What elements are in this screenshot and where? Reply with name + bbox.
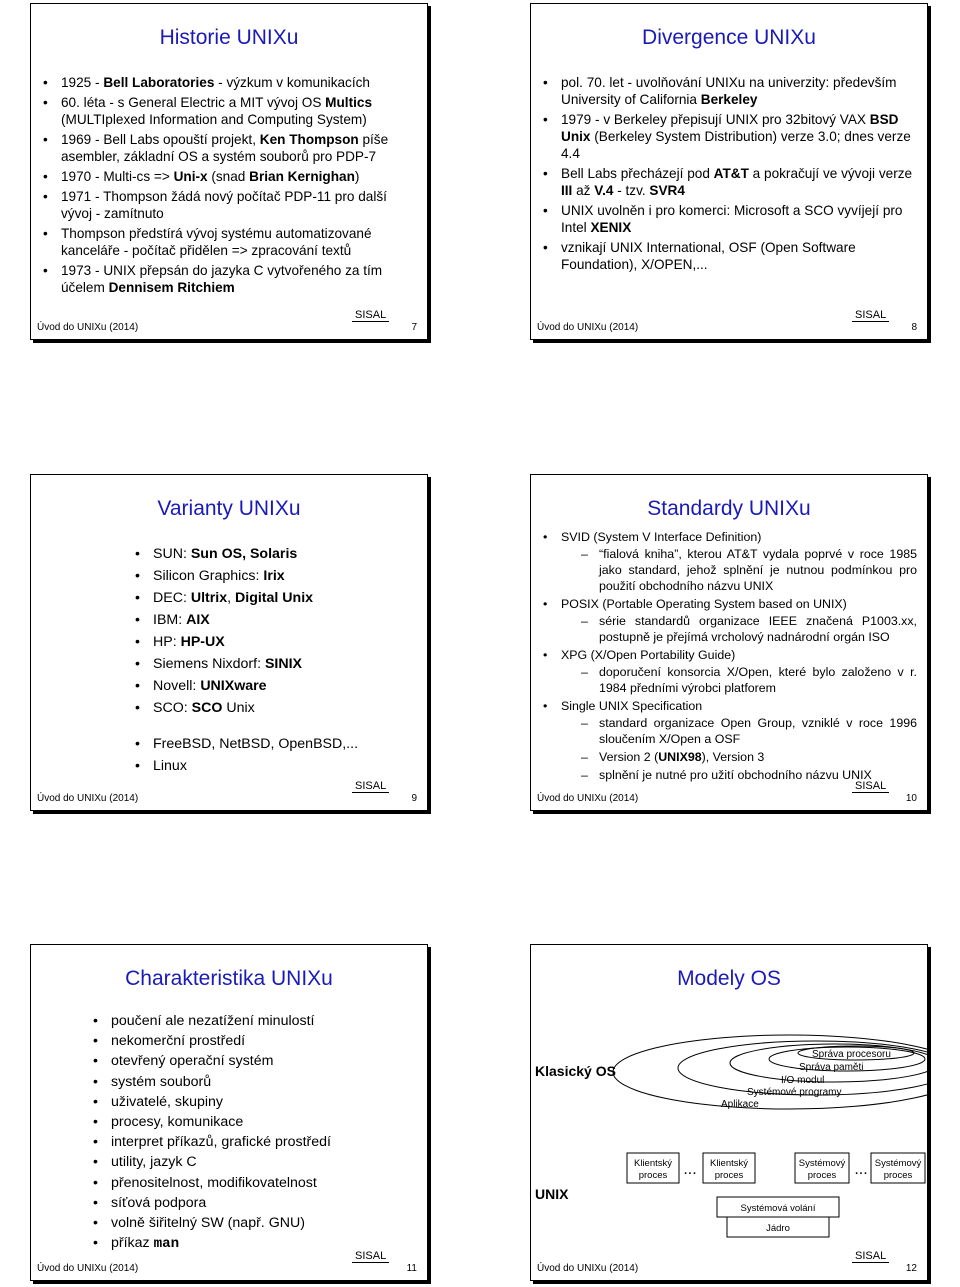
list-item: • SCO: SCO Unix bbox=[131, 697, 417, 719]
list-item: • UNIX uvolněn i pro komerci: Microsoft a SCO vyvíjejí pro Intel XENIX bbox=[539, 202, 917, 236]
list-item: • procesy, komunikace bbox=[89, 1112, 417, 1132]
page-number: 12 bbox=[905, 1263, 917, 1274]
sub-list bbox=[561, 664, 917, 696]
list-item: • Novell: UNIXware bbox=[131, 675, 417, 697]
process-label: proces bbox=[807, 1170, 837, 1181]
process-label: proces bbox=[883, 1170, 913, 1181]
footer-sisal: SISAL bbox=[355, 780, 387, 792]
sub-item: – doporučení konsorcia X/Open, které bylo založeno v r. 1984 předními výrobci platforem bbox=[561, 664, 917, 696]
process-label: Systémový bbox=[874, 1158, 922, 1169]
list-item: • 1969 - Bell Labs opouští projekt, Ken Thompson píše asembler, základní OS a systém souborů pro PDP-7 bbox=[39, 131, 417, 165]
footer-sisal: SISAL bbox=[355, 309, 387, 321]
list-item: • POSIX (Portable Operating System based on UNIX) – série standardů organizace IEEE značená P1003.xx, postupně je přejímá vrcholový nadnárodní orgán ISO bbox=[539, 596, 917, 645]
classic-os-label: Klasický OS bbox=[535, 1063, 616, 1079]
slide-7 bbox=[30, 3, 428, 340]
list-item: • nekomerční prostředí bbox=[89, 1031, 417, 1051]
slide-10 bbox=[530, 474, 928, 811]
footer-course: Úvod do UNIXu (2014) bbox=[537, 322, 639, 333]
page-number: 10 bbox=[905, 793, 917, 804]
slide-12 bbox=[530, 944, 928, 1281]
slide-title: Charakteristika UNIXu bbox=[125, 967, 333, 990]
list-item: • 1925 - Bell Laboratories - výzkum v komunikacích bbox=[39, 74, 417, 91]
unix-label: UNIX bbox=[535, 1186, 569, 1202]
list-item: • systém souborů bbox=[89, 1072, 417, 1092]
page-number: 9 bbox=[411, 793, 417, 804]
slide-footer bbox=[537, 1248, 917, 1274]
footer-course: Úvod do UNIXu (2014) bbox=[37, 1263, 139, 1274]
layer-label: I/O modul bbox=[781, 1075, 825, 1086]
bullet-list bbox=[89, 1011, 417, 1254]
list-item: • Bell Labs přecházejí pod AT&T a pokračují ve vývoji verze III až V.4 - tzv. SVR4 bbox=[539, 165, 917, 199]
list-item: • Silicon Graphics: Irix bbox=[131, 565, 417, 587]
process-label: Klientský bbox=[633, 1158, 673, 1169]
kernel-label: Jádro bbox=[766, 1223, 790, 1234]
slide-9 bbox=[30, 474, 428, 811]
slide-title: Modely OS bbox=[677, 967, 781, 990]
list-item: • přenositelnost, modifikovatelnost bbox=[89, 1173, 417, 1193]
bullet-list bbox=[131, 543, 417, 777]
list-item: • 1971 - Thompson žádá nový počítač PDP-11 pro další vývoj - zamítnuto bbox=[39, 188, 417, 222]
bullet-list bbox=[39, 74, 417, 296]
layer-label: Systémové programy bbox=[747, 1087, 842, 1098]
list-item: • Siemens Nixdorf: SINIX bbox=[131, 653, 417, 675]
list-item: • otevřený operační systém bbox=[89, 1051, 417, 1071]
slide-footer bbox=[537, 778, 917, 804]
sub-item: – splnění je nutné pro užití obchodního názvu UNIX bbox=[561, 767, 917, 783]
layer-label: Správa procesoru bbox=[812, 1049, 891, 1060]
sub-item: – Version 2 (UNIX98), Version 3 bbox=[561, 749, 917, 765]
list-item: • utility, jazyk C bbox=[89, 1152, 417, 1172]
layer-label: Aplikace bbox=[721, 1099, 759, 1110]
layer-label: Správa paměti bbox=[799, 1062, 864, 1073]
slide-footer bbox=[537, 307, 917, 333]
system-calls-label: Systémová volání bbox=[740, 1203, 816, 1214]
slide-title: Standardy UNIXu bbox=[647, 497, 811, 520]
sub-list bbox=[561, 613, 917, 645]
slide-footer bbox=[37, 778, 417, 804]
sub-item: – “fialová kniha”, kterou AT&T vydala poprvé v roce 1985 jako standard, jehož splnění je nutnou podmínkou pro použití obchodního názvu UNIX bbox=[561, 546, 917, 594]
list-item: • vznikají UNIX International, OSF (Open Software Foundation), X/OPEN,... bbox=[539, 239, 917, 273]
list-item: • příkaz man bbox=[89, 1233, 417, 1254]
process-label: Systémový bbox=[798, 1158, 846, 1169]
list-item: • SUN: Sun OS, Solaris bbox=[131, 543, 417, 565]
bullet-list bbox=[539, 529, 917, 783]
list-item: • interpret příkazů, grafické prostředí bbox=[89, 1132, 417, 1152]
list-item: • 1973 - UNIX přepsán do jazyka C vytvořeného za tím účelem Dennisem Ritchiem bbox=[39, 262, 417, 296]
footer-sisal: SISAL bbox=[855, 309, 887, 321]
list-item: • HP: HP-UX bbox=[131, 631, 417, 653]
process-label: proces bbox=[638, 1170, 668, 1181]
list-item: • DEC: Ultrix, Digital Unix bbox=[131, 587, 417, 609]
ellipsis: ... bbox=[854, 1161, 868, 1178]
sub-item: – série standardů organizace IEEE značená P1003.xx, postupně je přejímá vrcholový nadnárodní orgán ISO bbox=[561, 613, 917, 645]
list-item: • pol. 70. let - uvolňování UNIXu na univerzity: především University of California Berkeley bbox=[539, 74, 917, 108]
sub-list bbox=[561, 715, 917, 783]
os-models-diagram bbox=[531, 945, 929, 1245]
list-item: • síťová podpora bbox=[89, 1193, 417, 1213]
list-item: • 1979 - v Berkeley přepisují UNIX pro 32bitový VAX BSD Unix (Berkeley System Distribution) verze 3.0; dnes verze 4.4 bbox=[539, 111, 917, 162]
process-label: proces bbox=[714, 1170, 744, 1181]
list-item: • 1970 - Multi-cs => Uni-x (snad Brian Kernighan) bbox=[39, 168, 417, 185]
slide-8 bbox=[530, 3, 928, 340]
footer-course: Úvod do UNIXu (2014) bbox=[537, 1263, 639, 1274]
slide-title: Varianty UNIXu bbox=[157, 497, 301, 520]
footer-sisal: SISAL bbox=[855, 780, 887, 792]
list-item: • FreeBSD, NetBSD, OpenBSD,... bbox=[131, 733, 417, 755]
list-item: • XPG (X/Open Portability Guide) – doporučení konsorcia X/Open, které bylo založeno v r. 1984 předními výrobci platforem bbox=[539, 647, 917, 696]
ellipsis: ... bbox=[683, 1161, 697, 1178]
footer-course: Úvod do UNIXu (2014) bbox=[37, 322, 139, 333]
list-item: • poučení ale nezatížení minulostí bbox=[89, 1011, 417, 1031]
slide-footer bbox=[37, 1248, 417, 1274]
slide-title: Historie UNIXu bbox=[159, 26, 299, 49]
list-item: • Thompson předstírá vývoj systému automatizované kanceláře - počítač přidělen => zpracování textů bbox=[39, 225, 417, 259]
slide-footer bbox=[37, 307, 417, 333]
page-number: 11 bbox=[406, 1263, 417, 1274]
page-number: 7 bbox=[411, 322, 417, 333]
list-item: • Single UNIX Specification – standard organizace Open Group, vzniklé v roce 1996 sloučením X/Open a OSF – Version 2 (UNIX98), Version 3 – splnění je nutné pro užití obchodního názvu UNIX bbox=[539, 698, 917, 783]
footer-course: Úvod do UNIXu (2014) bbox=[537, 793, 639, 804]
page-number: 8 bbox=[911, 322, 917, 333]
list-item: • Linux bbox=[131, 755, 417, 777]
bullet-list bbox=[539, 74, 917, 273]
footer-sisal: SISAL bbox=[355, 1250, 387, 1262]
command-man: man bbox=[153, 1236, 180, 1253]
sub-list bbox=[561, 546, 917, 594]
slide-title: Divergence UNIXu bbox=[642, 26, 816, 49]
list-item: • volně šiřitelný SW (např. GNU) bbox=[89, 1213, 417, 1233]
list-item: • IBM: AIX bbox=[131, 609, 417, 631]
list-item: • SVID (System V Interface Definition) – “fialová kniha”, kterou AT&T vydala poprvé v roce 1985 jako standard, jehož splnění je nutnou podmínkou pro použití obchodního názvu UNIX bbox=[539, 529, 917, 594]
sub-item: – standard organizace Open Group, vzniklé v roce 1996 sloučením X/Open a OSF bbox=[561, 715, 917, 747]
footer-course: Úvod do UNIXu (2014) bbox=[37, 793, 139, 804]
process-label: Klientský bbox=[709, 1158, 749, 1169]
list-item: • 60. léta - s General Electric a MIT vývoj OS Multics (MULTIplexed Information and Computing System) bbox=[39, 94, 417, 128]
list-item: • uživatelé, skupiny bbox=[89, 1092, 417, 1112]
footer-sisal: SISAL bbox=[855, 1250, 887, 1262]
slide-11 bbox=[30, 944, 428, 1281]
